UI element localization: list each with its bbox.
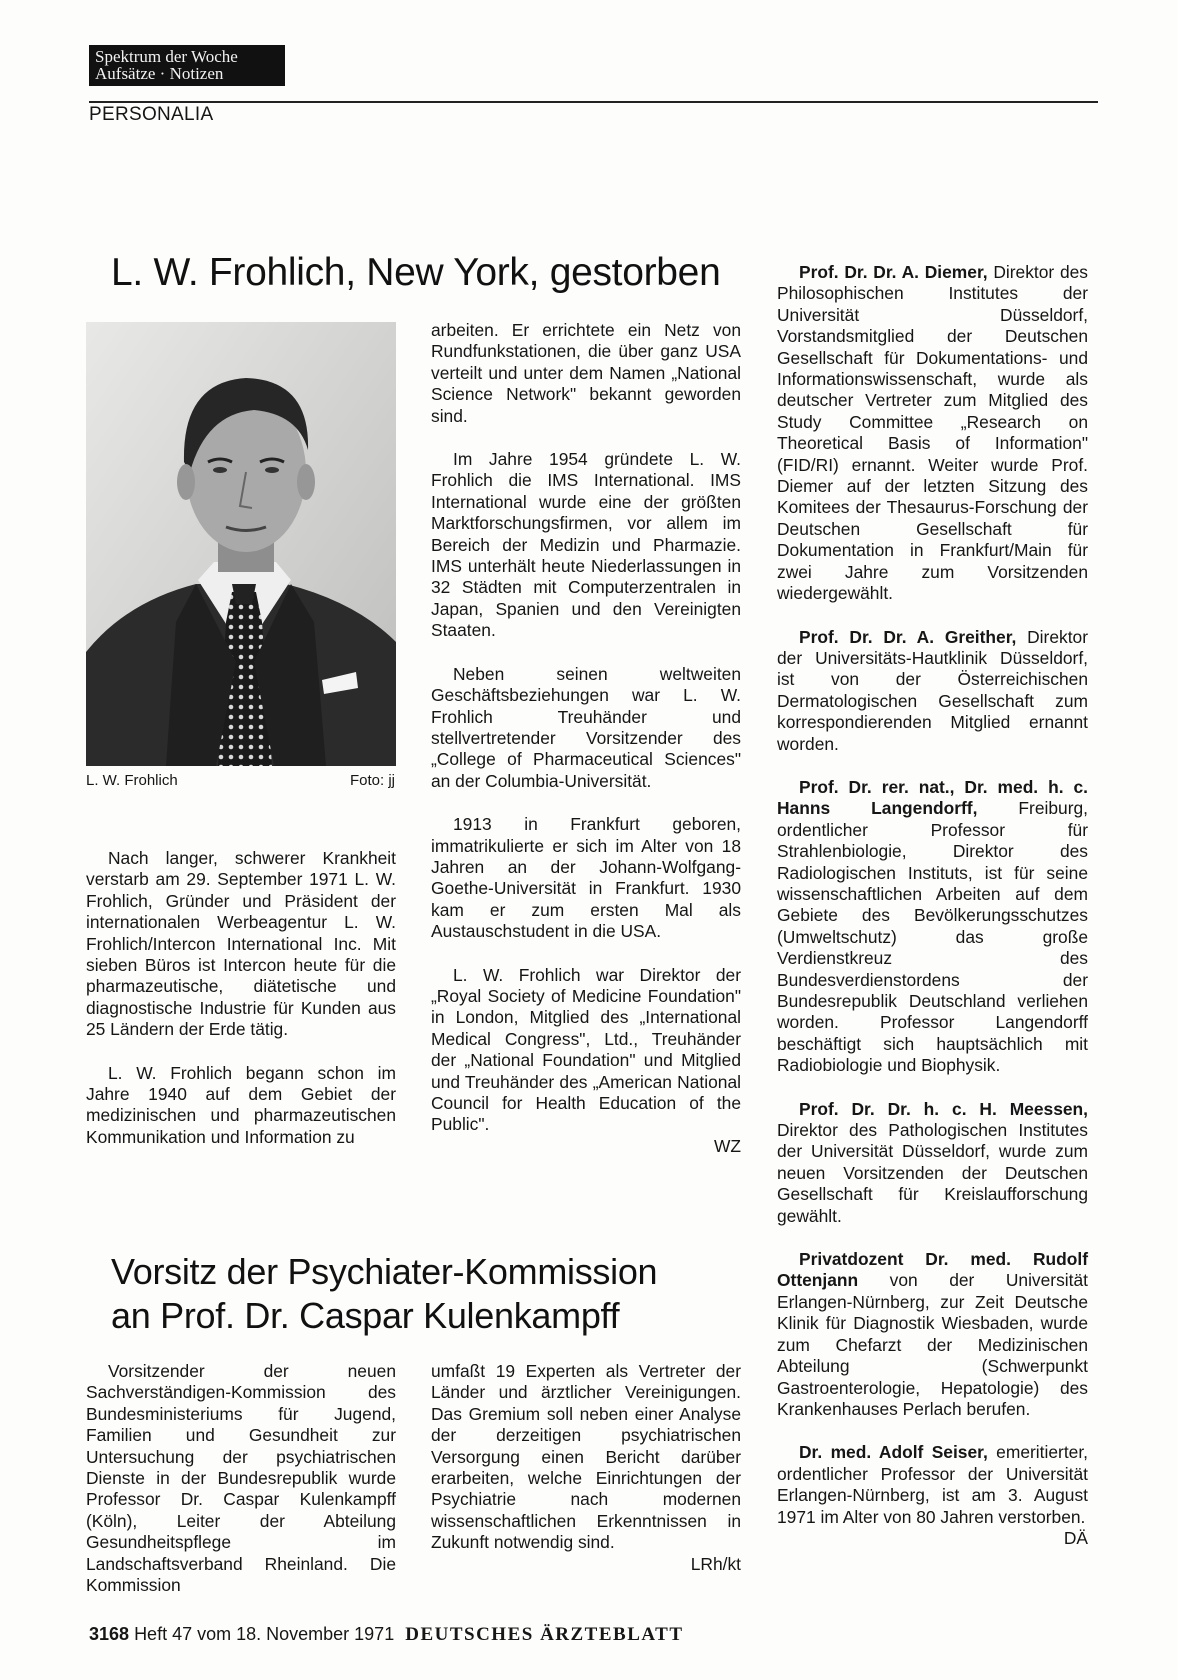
article1-paragraph: 1913 in Frankfurt geboren, immatrikulierte er sich im Alter von 18 Jahren an der Johann-Wolfgang-Goethe-Universität in Frankfurt. 1930 kam er zum ersten Mal als Austauschstudent in die USA. — [431, 814, 741, 942]
article1-signoff-row — [431, 1136, 741, 1157]
page-footer — [89, 1624, 684, 1646]
section-label-line1: Spektrum der Woche — [95, 47, 238, 66]
notice-name: Privatdozent Dr. med. Rudolf Ottenjann — [777, 1249, 1088, 1291]
article2-title-line1: Vorsitz der Psychiater-Kommission — [111, 1251, 658, 1292]
article2-title — [111, 1250, 657, 1338]
notice-text: emeritierter, ordentlicher Professor der Universität Erlangen-Nürnberg, ist am 3. August 1971 im Alter von 80 Jahren verstorben. — [777, 1442, 1088, 1527]
article2-left-column — [86, 1361, 396, 1618]
article2-signoff: LRh/kt — [690, 1553, 741, 1574]
notice-text: von der Universität Erlangen-Nürnberg, zur Zeit Deutsche Klinik für Diagnostik Wiesbaden, wurde zum Chefarzt der Medizinischen Abteilung (Schwerpunkt Gastroenterologie, Hepatologie) des Krankenhauses Perlach berufen. — [777, 1270, 1088, 1419]
issue-info: Heft 47 vom 18. November 1971 — [134, 1624, 395, 1644]
rubric: PERSONALIA — [89, 104, 214, 125]
notice-name: Prof. Dr. Dr. h. c. H. Meessen, — [799, 1098, 1088, 1119]
article2-title-line2: an Prof. Dr. Caspar Kulenkampff — [111, 1295, 620, 1336]
article2-mid-column — [431, 1361, 741, 1575]
notice-item — [777, 1442, 1088, 1528]
page-number: 3168 — [89, 1624, 130, 1644]
article1-signoff: WZ — [713, 1135, 741, 1156]
article1-paragraph: L. W. Frohlich begann schon im Jahre 1940 auf dem Gebiet der medizinischen und pharmazeutischen Kommunikation und Information zu — [86, 1062, 396, 1147]
notice-item — [777, 262, 1088, 605]
notice-name: Prof. Dr. rer. nat., Dr. med. h. c. Hanns Langendorff, — [777, 776, 1088, 819]
notice-item — [777, 1249, 1088, 1420]
article1-mid-column — [431, 320, 741, 1157]
notice-text: Freiburg, ordentlicher Professor für Strahlenbiologie, Direktor des Radiologischen Instituts, ist für seine wissenschaftlichen Arbeiten auf dem Gebiete des Bevölkerungsschutzes (Umweltschutz) das große Verdienstkreuz des Bundesverdienstordens der Bundesrepublik Deutschland verliehen worden. Professor Langendorff beschäftigt sich hauptsächlich mit Radiobiologie und Biophysik. — [777, 798, 1089, 1076]
personalia-column — [777, 262, 1088, 1549]
article1-left-column — [86, 848, 396, 1170]
article1-paragraph: arbeiten. Er errichtete ein Netz von Rundfunkstationen, die über ganz USA verteilt und unter dem Namen „National Science Network" bekannt geworden sind. — [431, 320, 741, 426]
article2-paragraph: Vorsitzender der neuen Sachverständigen-Kommission des Bundesministeriums für Jugend, Familien und Gesundheit zur Untersuchung der psychiatrischen Dienste in der Bundesrepublik wurde Professor Dr. Caspar Kulenkampff (Köln), Leiter der Abteilung Gesundheitspflege im Landschaftsverband Rheinland. Die Kommission — [86, 1361, 396, 1596]
article1-paragraph: L. W. Frohlich war Direktor der „Royal Society of Medicine Foundation" in London, Mitglied des „International Medical Congress", Ltd., Treuhänder der „National Foundation" und Mitglied und Treuhänder des „American National Council for Health Education of the Public". — [431, 964, 741, 1135]
portrait-photo — [86, 322, 396, 766]
article2-signoff-row — [431, 1554, 741, 1575]
article1-paragraph: Im Jahre 1954 gründete L. W. Frohlich die IMS International. IMS International wurde eine der größten Marktforschungsfirmen, vor allem im Bereich der Medizin und Pharmazie. IMS unterhält heute Niederlassungen in 32 Städten mit Computerzentralen in Japan, Spanien und den Vereinigten Staaten. — [431, 449, 741, 641]
notice-item — [777, 627, 1088, 755]
photo-credit: Foto: jj — [350, 772, 396, 789]
notice-item — [777, 777, 1088, 1077]
notice-text: Direktor des Philosophischen Institutes der Universität Düsseldorf, Vorstandsmitglied der Deutschen Gesellschaft für Dokumentations- und Informationswissenschaft, wurde als deutscher Vertreter zum Mitglied des Study Committee „Research on Theoretical Basis of Information" (FID/RI) ernannt. Weiter wurde Prof. Diemer auf der letzten Sitzung des Komitees der Thesaurus-Forschung der Deutschen Gesellschaft für Dokumentation in Frankfurt/Main für zwei Jahre zum Vorsitzenden wiedergewählt. — [777, 262, 1089, 604]
notice-name: Prof. Dr. Dr. A. Diemer, — [799, 262, 988, 282]
article1-paragraph: Nach langer, schwerer Krankheit verstarb am 29. September 1971 L. W. Frohlich, Gründer und Präsident der internationalen Werbeagentur L. W. Frohlich/Intercon International Inc. Mit sieben Büros ist Intercon heute für die pharmazeutische, diätetische und diagnostische Industrie für Kunden aus 25 Ländern der Erde tätig. — [86, 848, 396, 1040]
article1-paragraph: Neben seinen weltweiten Geschäftsbeziehungen war L. W. Frohlich Treuhänder und stellvertretender Vorsitzender des „College of Pharmaceutical Sciences" an der Columbia-Universität. — [431, 663, 741, 791]
notice-text: Direktor der Universitäts-Hautklinik Düsseldorf, ist von der Österreichischen Dermatologischen Gesellschaft zum korrespondierenden Mitglied ernannt worden. — [777, 626, 1088, 754]
photo-caption: L. W. Frohlich — [86, 772, 178, 789]
personalia-signoff-row — [777, 1528, 1088, 1549]
notice-name: Prof. Dr. Dr. A. Greither, — [799, 626, 1017, 647]
personalia-signoff: DÄ — [1063, 1527, 1088, 1548]
header-rule — [89, 101, 1098, 103]
notice-name: Dr. med. Adolf Seiser, — [799, 1442, 988, 1463]
notice-item — [777, 1099, 1088, 1227]
section-label — [89, 45, 285, 86]
notice-text: Direktor des Pathologischen Institutes der Universität Düsseldorf, wurde zum neuen Vorsitzenden der Deutschen Gesellschaft für Kreislaufforschung gewählt. — [777, 1120, 1088, 1226]
article1-title: L. W. Frohlich, New York, gestorben — [111, 251, 721, 294]
publication-name: DEUTSCHES ÄRZTEBLATT — [405, 1624, 684, 1645]
article2-paragraph: umfaßt 19 Experten als Vertreter der Länder und ärztlicher Vereinigungen. Das Gremium soll neben einer Analyse der derzeitigen psychiatrischen Versorgung einen Bericht darüber erarbeiten, welche Einrichtungen der Psychiatrie nach modernen wissenschaftlichen Erkenntnissen in Zukunft notwendig sind. — [431, 1361, 741, 1553]
section-label-line2: Aufsätze · Notizen — [95, 64, 224, 83]
